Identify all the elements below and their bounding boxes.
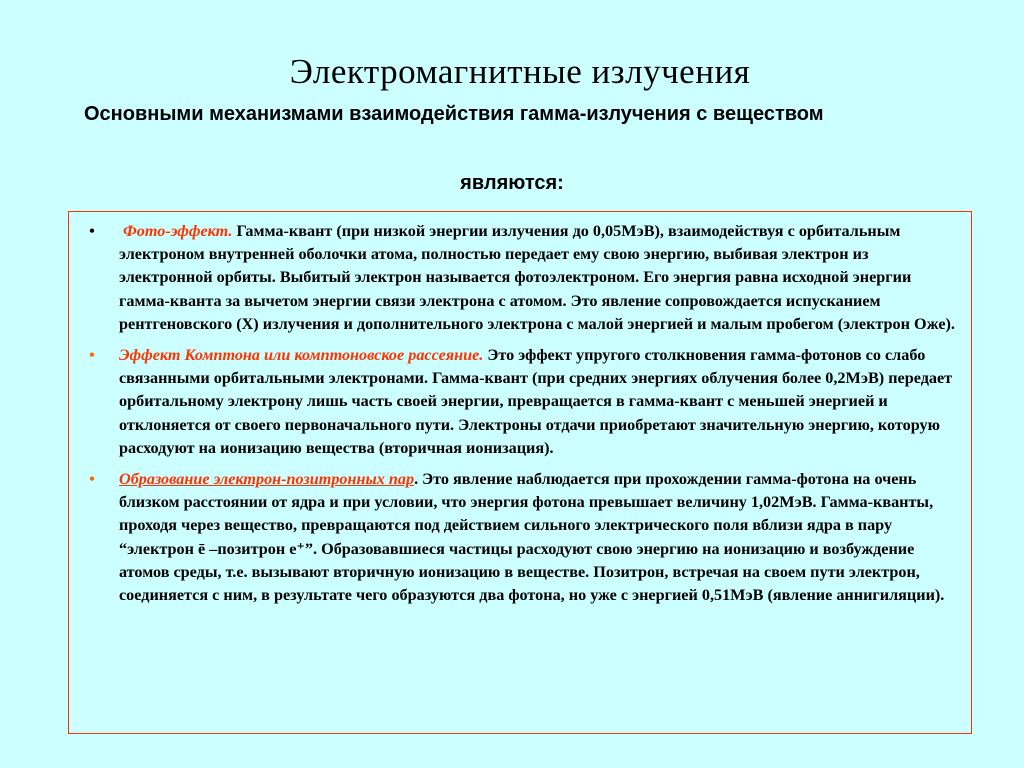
mechanism-description: . Это явление наблюдается при прохождении гамма-фотона на очень близком расстоянии от ядра и при условии, что энергия фотона превышает величину 1,02МэВ. Гамма-кванты, проходя через вещество, превращаются под действием сильного электрического поля вблизи ядра в пару “электрон ē –позитрон е⁺”. Образовавшиеся частицы расходуют свою энергию на ионизацию и возбуждение атомов среды, т.е. вызывают вторичную ионизацию в веществе. Позитрон, встречая на своем пути электрон, соединяется с ним, в результате чего образуются два фотона, но уже с энергией 0,51МэВ (явление аннигиляции). xyxy=(119,470,945,605)
bullet-icon: • xyxy=(89,346,95,365)
slide-subtitle: Основными механизмами взаимодействия гамма-излучения с веществом xyxy=(84,103,824,125)
mechanism-description: Гамма-квант (при низкой энергии излучения до 0,05МэВ), взаимодействуя с орбитальным электроном внутренней оболочки атома, полностью передает ему свою энергию, выбивая электрон из электронной орбиты. Выбитый электрон называется фотоэлектроном. Его энергия равна исходной энергии гамма-кванта за вычетом энергии связи электрона с атомом. Это явление сопровождается испусканием рентгеновского (Х) излучения и дополнительного электрона с малой энергией и малым пробегом (электрон Оже). xyxy=(119,222,955,333)
bullet-icon: • xyxy=(89,222,95,240)
mechanism-description: Это эффект упругого столкновения гамма-фотонов со слабо связанными орбитальными электронами. Гамма-квант (при средних энергиях облучения более 0,2МэВ) передает орбитальному электрону лишь часть своей энергии, превращается в гамма-квант с меньшей энергией и отклоняется от своего первоначального пути. Электроны отдачи приобретают значительную энергию, которую расходуют на ионизацию вещества (вторичная ионизация). xyxy=(119,346,953,457)
mechanism-compton-scattering xyxy=(89,344,963,460)
slide-subtitle-continuation: являются: xyxy=(460,172,564,194)
slide-title: Электромагнитные излучения xyxy=(289,52,751,91)
mechanism-pair-production xyxy=(89,468,963,607)
content-box xyxy=(68,211,972,734)
mechanism-photo-effect xyxy=(89,220,963,336)
mechanism-term: Образование электрон-позитронных пар xyxy=(119,470,415,489)
mechanism-term: Фото-эффект. xyxy=(123,222,233,240)
bullet-icon: • xyxy=(89,470,95,489)
mechanism-term: Эффект Комптона или комптоновское рассеяние. xyxy=(119,346,484,365)
mechanism-list xyxy=(89,220,963,615)
